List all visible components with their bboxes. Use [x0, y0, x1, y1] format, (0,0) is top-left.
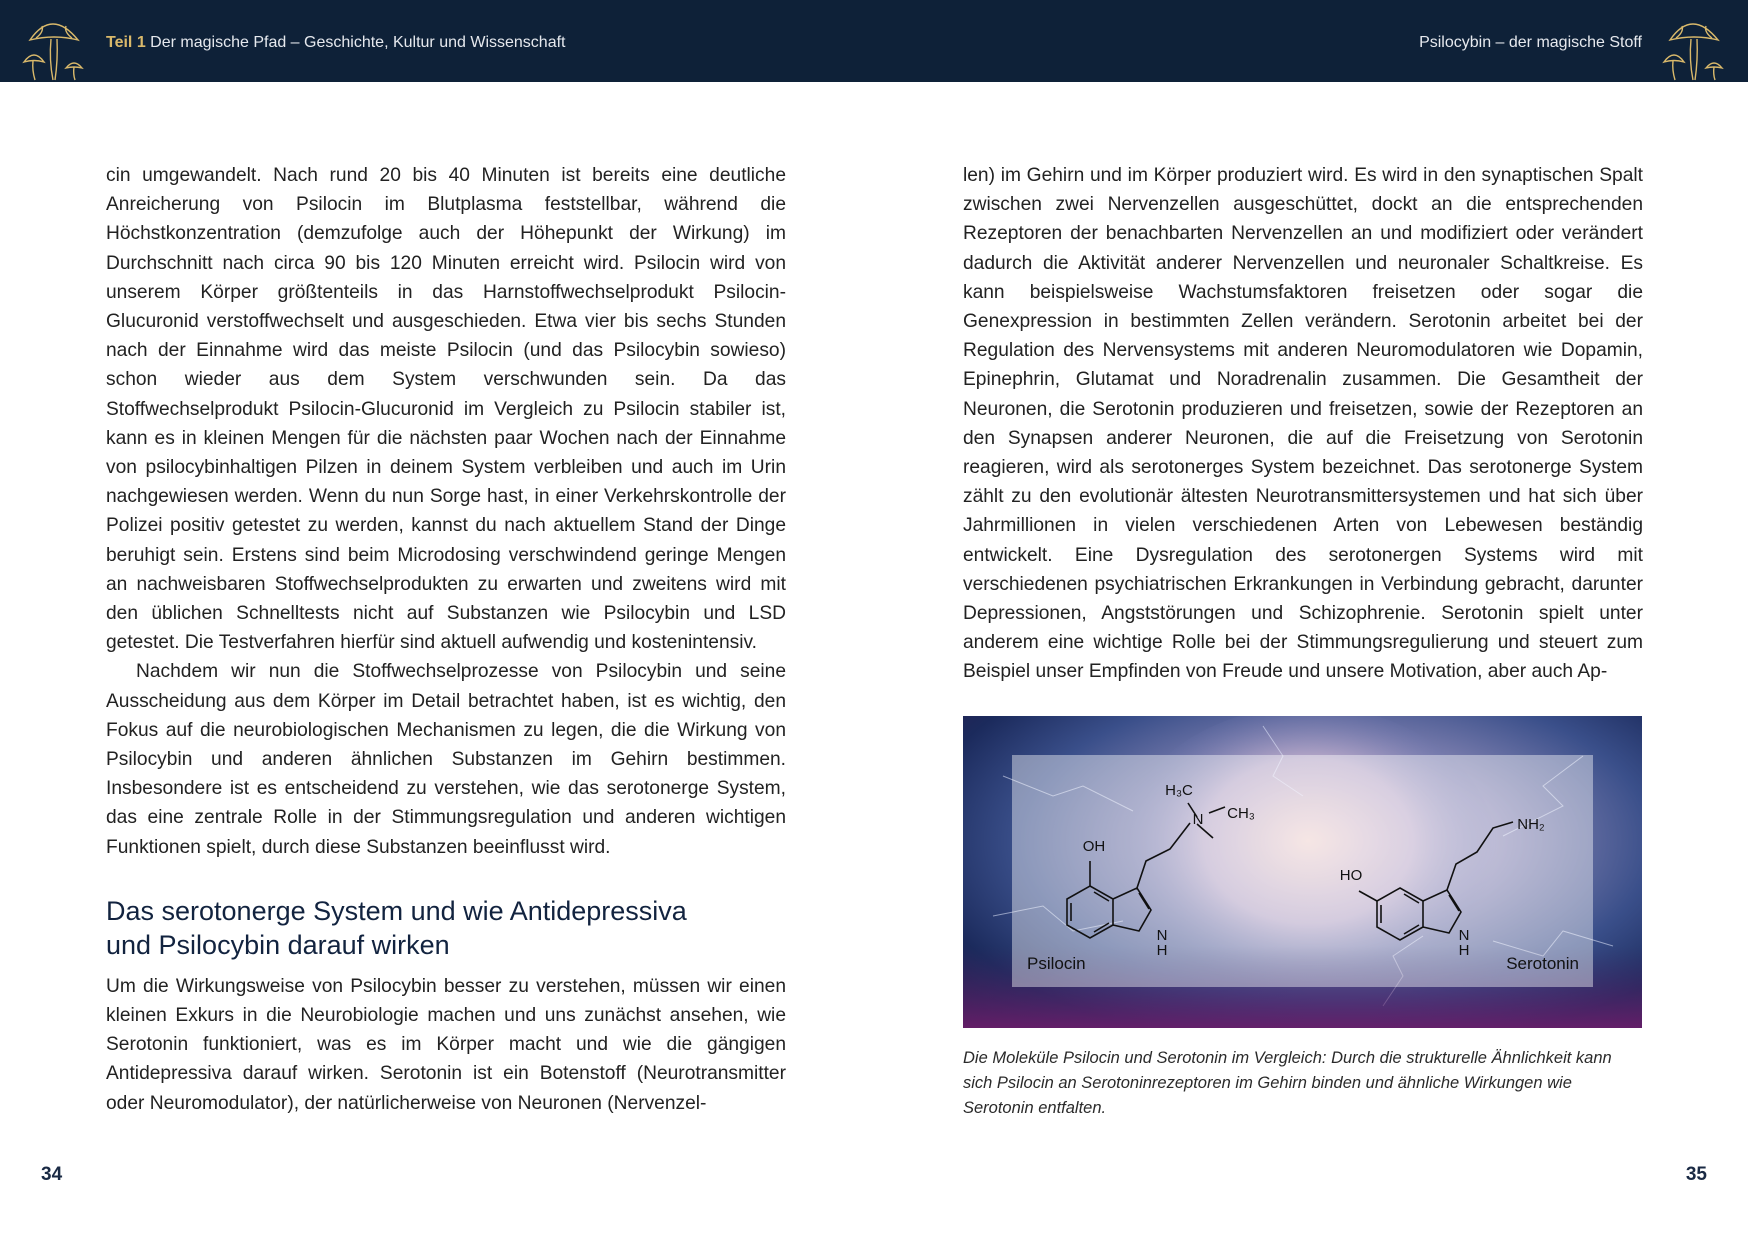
body-paragraph: len) im Gehirn und im Körper produziert wird. Es wird in den synaptischen Spalt zwischen zwei Nervenzellen ausgeschüttet, dockt an die entsprechenden Rezeptoren der benachbarten Nervenzellen an und modifiziert oder verändert dadurch die Aktivität anderer Nervenzellen und neuronaler Schaltkreise. Es kann beispielsweise Wachstumsfaktoren freisetzen oder sogar die Genexpression in bestimmten Zellen verändern. Serotonin arbeitet bei der Regulation des Nervensystems mit anderen Neuromodulatoren wie Dopamin, Epinephrin, Glutamat und Noradrenalin zusammen. Die Gesamtheit der Neuronen, die Serotonin produzieren und freisetzen, sowie der Rezeptoren an den Synapsen anderer Neuronen, die auf die Freisetzung von Serotonin reagieren, wird als serotonerges System bezeichnet. Das serotonerge System zählt zu den evolutionär ältesten Neurotransmittersystemen und hat sich über Jahrmillionen in vielen verschiedenen Arten von Lebewesen beständig entwickelt. Eine Dysregulation des serotonergen Systems wird mit verschiedenen psychiatrischen Erkrankungen in Verbindung gebracht, darunter Depressionen, Angststörungen und Schizophrenie. Serotonin spielt unter anderem eine wichtige Rolle bei der Stimmungsregulierung und steuert zum Beispiel unser Empfinden von Freude und unsere Motivation, aber auch Ap-: [963, 165, 1643, 683]
body-paragraph: Um die Wirkungsweise von Psilocybin besser zu verstehen, müssen wir einen kleinen Exkurs in die Neurobiologie machen und uns zunächst ansehen, wie Serotonin funktioniert, was es im Körper macht und wie die gängigen Antidepressiva darauf wirken. Serotonin ist ein Botenstoff (Neurotransmitter oder Neuromodulator), der natürlicherweise von Neuronen (Nervenzel-: [106, 975, 786, 1114]
atom-label-ho: HO: [1339, 867, 1363, 884]
header-part-title: [106, 34, 565, 52]
atom-label-h3c: H₃C: [1165, 782, 1193, 799]
figure-caption: Die Moleküle Psilocin und Serotonin im Vergleich: Durch die strukturelle Ähnlichkeit kann sich Psilocin an Serotoninrezeptoren im Gehirn binden und ähnliche Wirkungen wie Serotonin entfalten.: [963, 1049, 1612, 1117]
running-header: [0, 0, 1748, 82]
atom-label-nh2: NH₂: [1517, 816, 1545, 833]
molecule-label-serotonin: Serotonin: [1506, 954, 1579, 973]
left-page-column: [106, 161, 786, 1118]
section-heading-line: Das serotonerge System und wie Antidepressiva: [106, 895, 687, 926]
right-page-column: [963, 161, 1643, 687]
section-heading: [106, 894, 786, 962]
header-chapter-title: Psilocybin – der magische Stoff: [1419, 34, 1642, 51]
molecule-diagram: [963, 716, 1642, 1028]
body-paragraph: cin umgewandelt. Nach rund 20 bis 40 Minuten ist bereits eine deutliche Anreicherung von Psilocin im Blutplasma feststellbar, während die Höchstkonzentration (demzufolge auch der Höhepunkt der Wirkung) im Durchschnitt nach circa 90 bis 120 Minuten erreicht wird. Psilocin wird von unserem Körper größtenteils in das Harnstoffwechselprodukt Psilocin-Glucuronid verstoffwechselt und ausgeschieden. Etwa vier bis sechs Stunden nach der Einnahme wird das meiste Psilocin (und das Psilocybin sowieso) schon wieder aus dem System verschwunden sein. Da das Stoffwechselprodukt Psilocin-Glucuronid im Vergleich zu Psilocin stabiler ist, kann es in kleinen Mengen für die nächsten paar Wochen nach der Einnahme von psilocybinhaltigen Pilzen in deinem System verbleiben und auch im Urin nachgewiesen werden. Wenn du nun Sorge hast, in einer Verkehrskontrolle der Polizei positiv getestet zu werden, kannst du nach aktuellem Stand der Dinge beruhigt sein. Erstens sind beim Microdosing verschwindend geringe Mengen an nachweisbaren Stoffwechselprodukten zu erwarten und zweitens wird mit den üblichen Schnelltests nicht auf Substanzen wie Psilocybin und LSD getestet. Die Testverfahren hierfür sind aktuell aufwendig und kostenintensiv.: [106, 165, 786, 654]
atom-label-n-ring: N: [1458, 927, 1470, 944]
mushroom-ornament-icon: [22, 12, 86, 82]
atom-label-n-amine: N: [1192, 811, 1204, 828]
atom-label-h-ring: H: [1156, 942, 1168, 959]
atom-label-h-ring: H: [1458, 942, 1470, 959]
atom-label-oh: OH: [1082, 838, 1106, 855]
header-part-label: Teil 1: [106, 34, 146, 51]
mushroom-ornament-icon: [1662, 12, 1726, 82]
molecule-comparison-figure: [963, 716, 1642, 1028]
page-number-left: 34: [41, 1164, 63, 1185]
atom-label-ch3: CH₃: [1227, 805, 1255, 822]
body-paragraph: Nachdem wir nun die Stoffwechselprozesse von Psilocybin und seine Ausscheidung aus dem Körper im Detail betrachtet haben, ist es wichtig, den Fokus auf die neurobiologischen Mechanismen zu legen, die die Wirkung von Psilocybin und anderen ähnlichen Substanzen im Gehirn bestimmen. Insbesondere ist es entscheidend zu verstehen, wie das serotonerge System, das eine zentrale Rolle in der Stimmungsregulation und anderen wichtigen Funktionen spielt, durch diese Substanzen beeinflusst wird.: [106, 661, 786, 858]
page-number-right: 35: [1685, 1164, 1707, 1185]
molecule-label-psilocin: Psilocin: [1027, 954, 1086, 973]
section-heading-line: und Psilocybin darauf wirken: [106, 929, 450, 960]
molecule-panel: [1012, 755, 1593, 987]
header-part-name: Der magische Pfad – Geschichte, Kultur und Wissenschaft: [150, 34, 566, 51]
atom-label-n-ring: N: [1156, 927, 1168, 944]
